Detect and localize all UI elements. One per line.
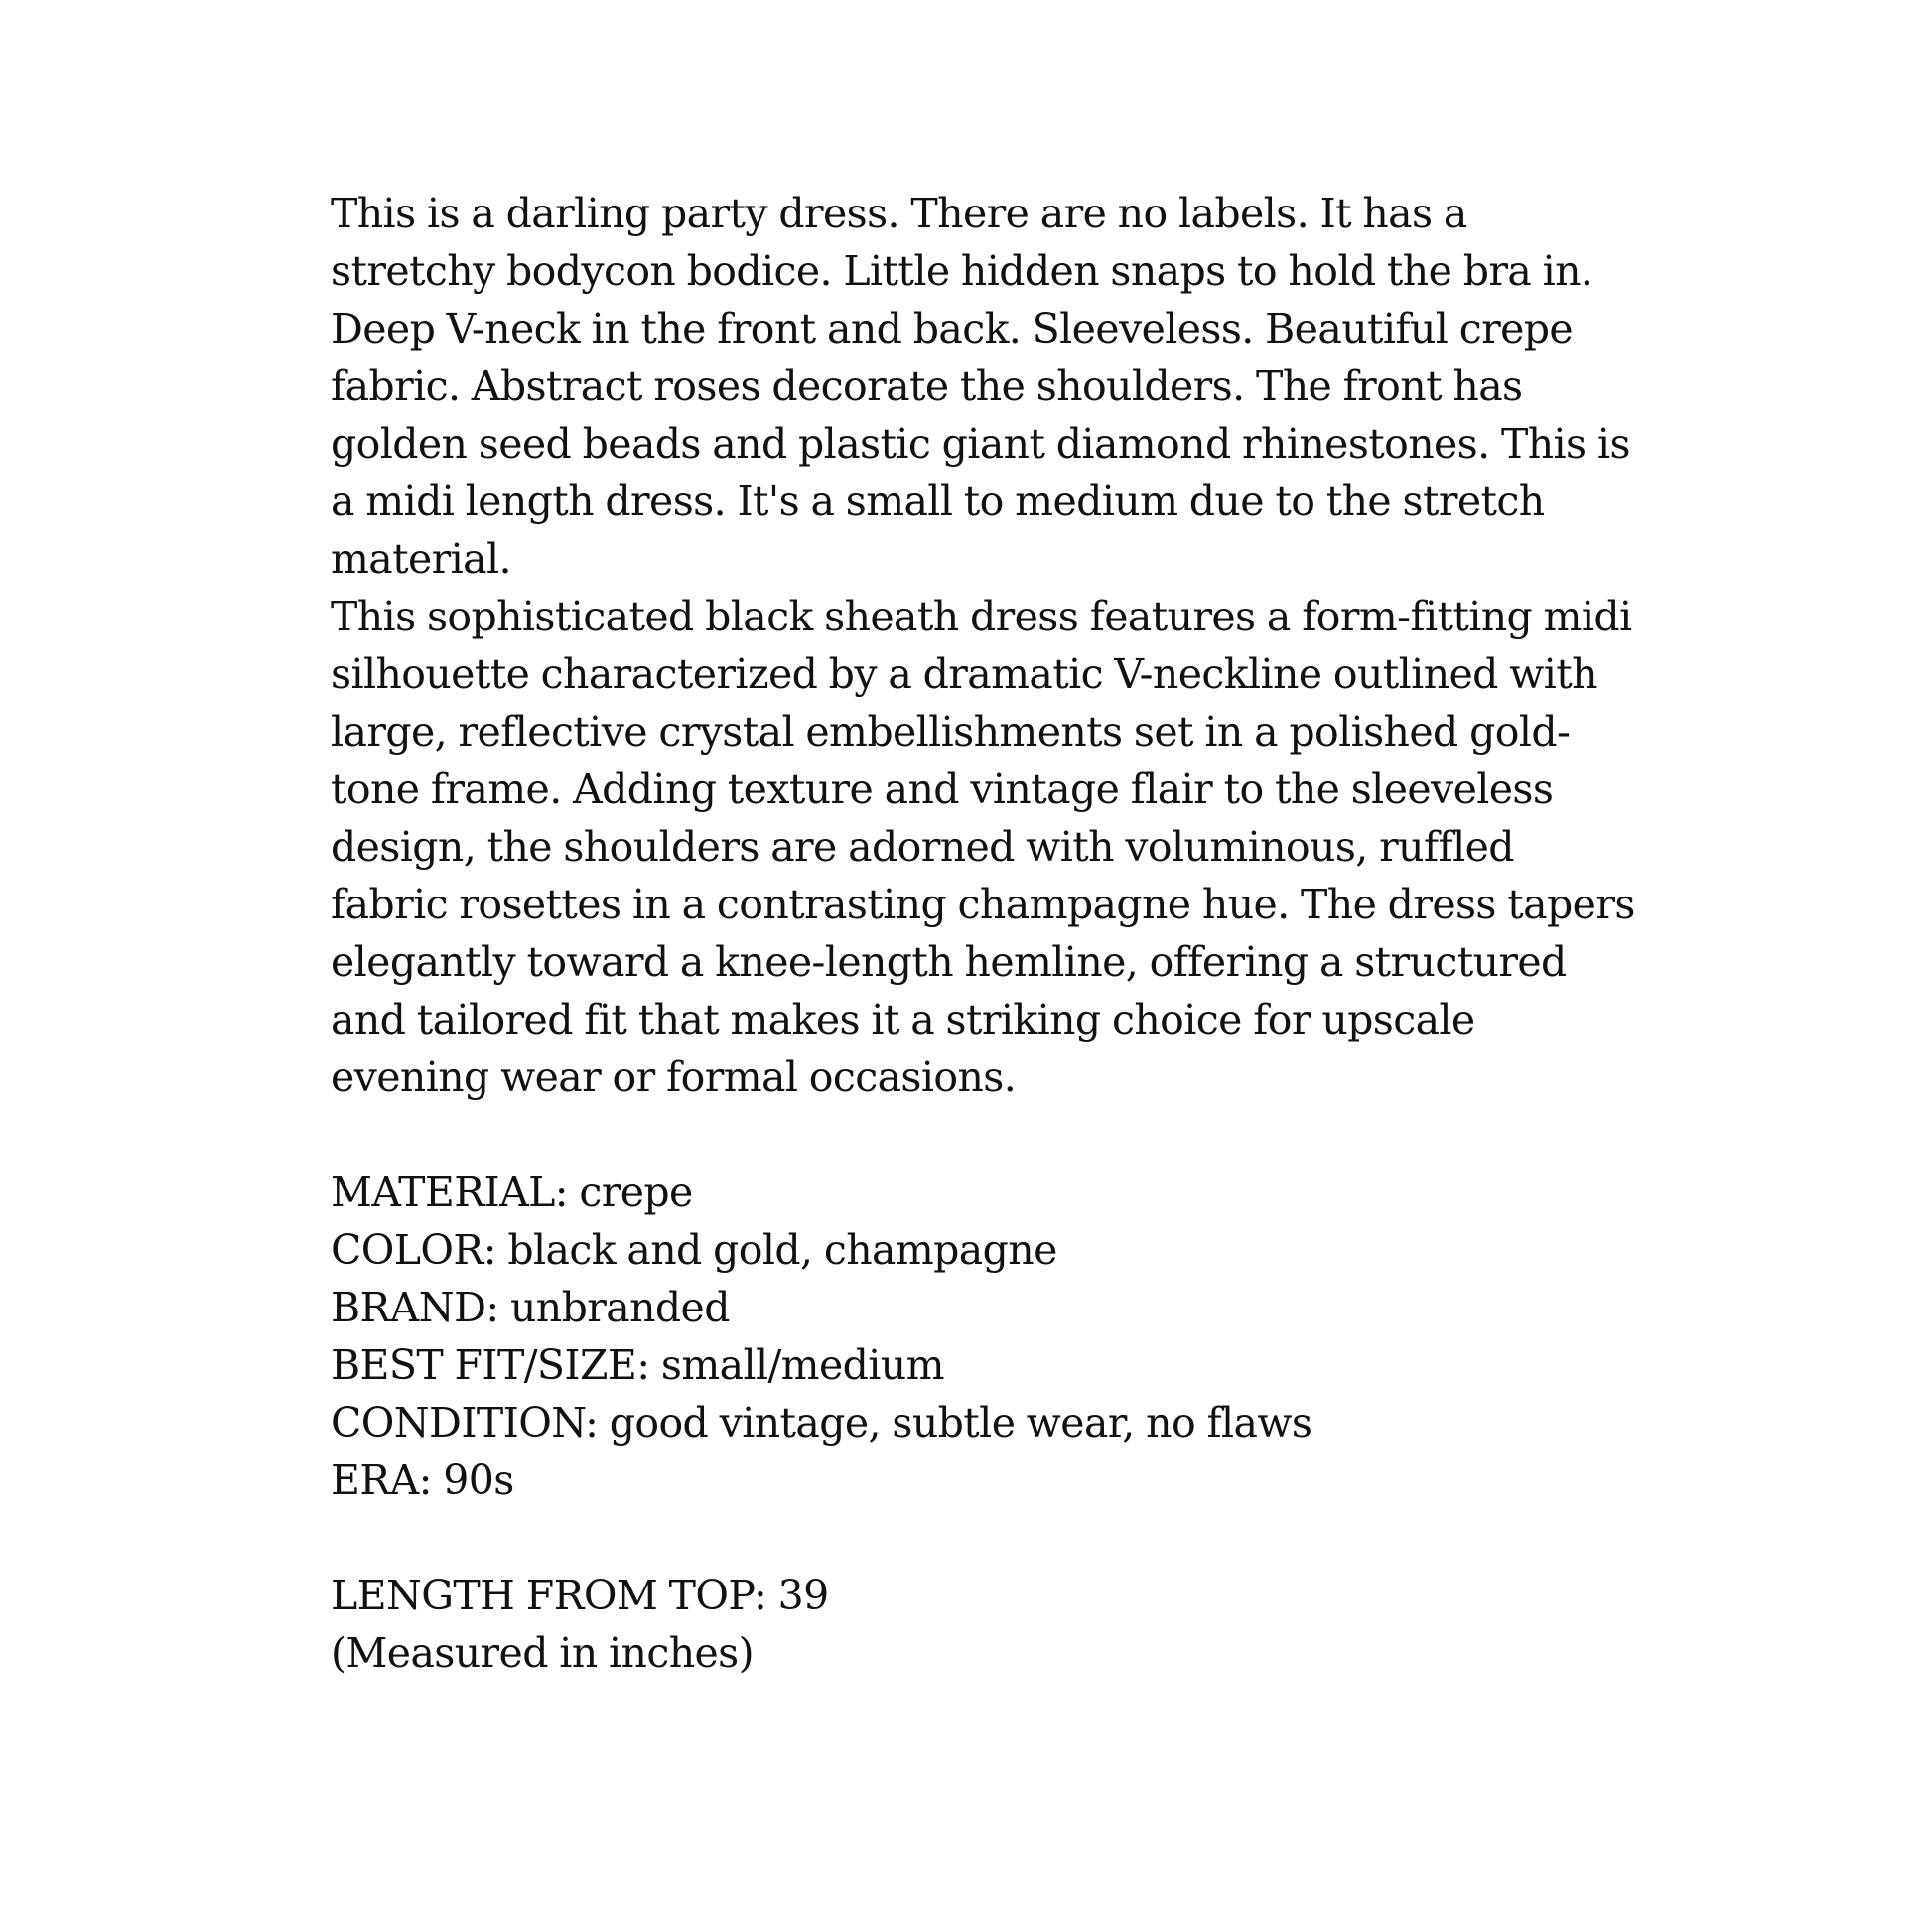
measurement-length: LENGTH FROM TOP: 39	[331, 1572, 829, 1619]
section-spacer	[331, 1106, 1641, 1164]
measurement-unit-note: (Measured in inches)	[331, 1629, 755, 1677]
description-paragraph-1: This is a darling party dress. There are no labels. It has a stretchy bodycon bodice. Little hidden snaps to hold the bra in. Deep V-neck in the front and back. Sleeveless. Beautiful crepe fabric. Abstract roses decorate the shoulders. The front has golden seed beads and plastic giant diamond rhinestones. This is a midi length dress. It's a small to medium due to the stretch material.	[331, 190, 1630, 583]
measurements	[331, 1567, 1641, 1682]
spec-color: COLOR: black and gold, champagne	[331, 1226, 1057, 1274]
spec-brand: BRAND: unbranded	[331, 1284, 730, 1331]
specs-list	[331, 1164, 1641, 1509]
spec-condition: CONDITION: good vintage, subtle wear, no flaws	[331, 1399, 1312, 1447]
description-paragraph-2: This sophisticated black sheath dress features a form-fitting midi silhouette characterized by a dramatic V-neckline outlined with large, reflective crystal embellishments set in a polished gold-tone frame. Adding texture and vintage flair to the sleeveless design, the shoulders are adorned with voluminous, ruffled fabric rosettes in a contrasting champagne hue. The dress tapers elegantly toward a knee-length hemline, offering a structured and tailored fit that makes it a striking choice for upscale evening wear or formal occasions.	[331, 593, 1635, 1101]
spec-material: MATERIAL: crepe	[331, 1169, 693, 1216]
section-spacer	[331, 1509, 1641, 1567]
spec-fit: BEST FIT/SIZE: small/medium	[331, 1341, 944, 1389]
spec-era: ERA: 90s	[331, 1456, 514, 1504]
listing-description	[331, 185, 1641, 1682]
